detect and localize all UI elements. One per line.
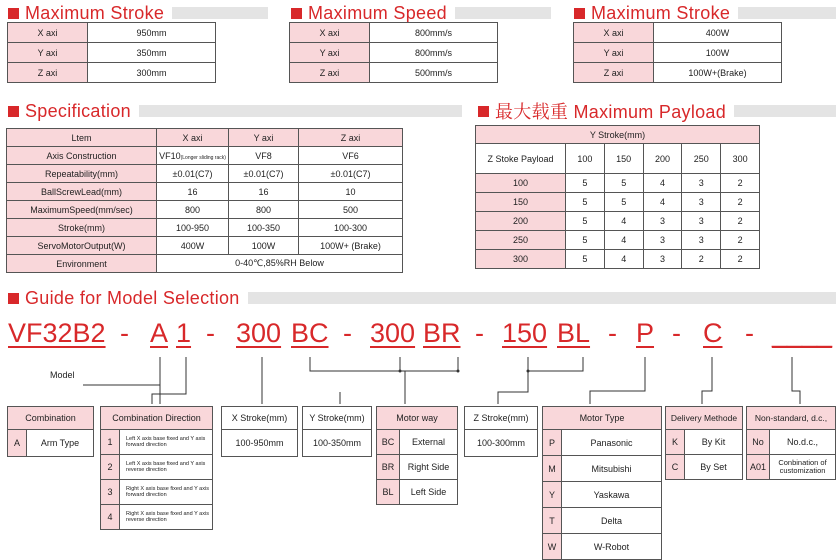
payload-cell: 4 (604, 212, 643, 231)
option-desc: External (411, 437, 446, 447)
option-desc: Conbination of customization (778, 458, 827, 475)
box-title: Motor way (377, 407, 457, 430)
payload-top-header: Y Stroke(mm) (476, 126, 760, 144)
axis-label: X axi (290, 23, 370, 43)
option-desc: Left Side (410, 487, 447, 497)
dash: - (672, 318, 681, 348)
nonstandard-box (746, 406, 836, 480)
section-title: Specification (25, 101, 139, 122)
dash: - (120, 318, 129, 348)
option-desc: Left X axis base fixed and Y axis reverse direction (126, 460, 206, 473)
option-code: 2 (101, 455, 120, 479)
axis-label: Y axi (290, 43, 370, 63)
payload-col: 150 (604, 144, 643, 174)
spec-cell: ±0.01(C7) (299, 165, 403, 183)
payload-cell: 4 (604, 231, 643, 250)
spec-header-x: X axi (157, 129, 229, 147)
option-code: A01 (747, 455, 770, 479)
spec-env-value: 0-40℃,85%RH Below (157, 255, 403, 273)
spec-row-label: Stroke(mm) (7, 219, 157, 237)
spec-cell: 100W (229, 237, 299, 255)
option-code: W (543, 534, 562, 559)
axis-value: 950mm (88, 23, 216, 43)
axis-value: 350mm (88, 43, 216, 63)
axis-value: 800mm/s (370, 23, 498, 43)
direction-box (100, 406, 213, 530)
option-desc: Arm Type (40, 438, 80, 448)
payload-cell: 2 (721, 174, 760, 193)
option-code: No (747, 430, 770, 454)
payload-cell: 5 (566, 250, 605, 269)
axis-value: 500mm/s (370, 63, 498, 83)
option-code: K (666, 430, 685, 454)
spec-header-z: Z axi (299, 129, 403, 147)
spec-header-item: Ltem (7, 129, 157, 147)
spec-cell: 100-300 (299, 219, 403, 237)
y-motor-way-code: BR (423, 318, 461, 348)
delivery-box (665, 406, 743, 480)
payload-col: 250 (682, 144, 721, 174)
section-title: 最大载重 Maximum Payload (495, 98, 734, 124)
option-code: M (543, 456, 562, 481)
payload-row-z: 300 (476, 250, 566, 269)
dash: - (745, 318, 754, 348)
option-code: P (543, 430, 562, 455)
axis-label: Z axi (574, 63, 654, 83)
option-desc: Right X axis base fixed and Y axis reverse direction (126, 510, 209, 523)
x-motor-way-code: BC (291, 318, 329, 348)
payload-cell: 4 (643, 174, 682, 193)
payload-cell: 2 (721, 250, 760, 269)
dash: - (206, 318, 215, 348)
payload-cell: 4 (643, 193, 682, 212)
dash: - (343, 318, 352, 348)
option-desc: Right X axis base fixed and Y axis forward direction (126, 485, 209, 498)
payload-cell: 3 (643, 231, 682, 250)
payload-corner: Z Stoke Payload (476, 144, 566, 174)
z-stroke-code: 150 (502, 318, 548, 348)
spec-cell: 400W (157, 237, 229, 255)
box-value: 100-300mm (476, 438, 526, 448)
x-stroke-box (221, 406, 298, 457)
box-title: Non-standard, d.c., (747, 407, 835, 430)
axis-label: X axi (574, 23, 654, 43)
spec-cell: 800 (229, 201, 299, 219)
delivery-code: C (703, 318, 723, 348)
spec-cell: 100-350 (229, 219, 299, 237)
option-desc: Delta (600, 515, 622, 526)
spec-cell: VF8 (229, 147, 299, 165)
option-code: BL (377, 480, 400, 504)
section-title: Maximum Speed (308, 3, 455, 24)
model-base: VF32B2 (8, 318, 106, 348)
option-code: 1 (101, 430, 120, 454)
motor-type-code: P (636, 318, 655, 348)
option-code: Y (543, 482, 562, 507)
box-title: Combination Direction (101, 407, 212, 430)
spec-header-y: Y axi (229, 129, 299, 147)
section-title: Guide for Model Selection (25, 288, 248, 309)
payload-cell: 3 (682, 193, 721, 212)
option-desc: Mitsubishi (591, 463, 632, 474)
spec-row-label: Axis Construction (7, 147, 157, 165)
payload-cell: 3 (682, 212, 721, 231)
payload-cell: 3 (643, 212, 682, 231)
option-desc: By Set (700, 462, 727, 472)
spec-cell: 100W+ (Brake) (299, 237, 403, 255)
axis-value: 800mm/s (370, 43, 498, 63)
option-code: A (8, 430, 27, 456)
payload-cell: 3 (682, 174, 721, 193)
payload-cell: 3 (643, 250, 682, 269)
spec-cell: 800 (157, 201, 229, 219)
dash: - (475, 318, 484, 348)
z-motor-way-code: BL (557, 318, 591, 348)
option-desc: No.d.c., (786, 437, 818, 447)
option-code: T (543, 508, 562, 533)
section-title: Maximum Stroke (591, 3, 738, 24)
payload-cell: 5 (566, 212, 605, 231)
axis-value: 100W (654, 43, 782, 63)
spec-row-label: Repeatability(mm) (7, 165, 157, 183)
payload-cell: 2 (682, 250, 721, 269)
option-code: C (666, 455, 685, 479)
axis-value: 100W+(Brake) (654, 63, 782, 83)
payload-cell: 5 (566, 174, 605, 193)
option-desc: Yaskawa (593, 489, 630, 500)
payload-cell: 5 (566, 193, 605, 212)
payload-col: 200 (643, 144, 682, 174)
payload-row-z: 150 (476, 193, 566, 212)
axis-label: Z axi (8, 63, 88, 83)
payload-cell: 5 (604, 174, 643, 193)
option-desc: Right Side (407, 462, 450, 472)
spec-cell-value: VF10 (159, 150, 181, 161)
spec-cell: 500 (299, 201, 403, 219)
option-desc: Panasonic (590, 437, 633, 448)
axis-label: Y axi (574, 43, 654, 63)
spec-cell-note: (Longer sliding rack) (180, 154, 226, 161)
spec-row-label: ServoMotorOutput(W) (7, 237, 157, 255)
payload-row-z: 250 (476, 231, 566, 250)
spec-row-label: MaximumSpeed(mm/sec) (7, 201, 157, 219)
combination-box (7, 406, 94, 457)
y-stroke-code: 300 (370, 318, 416, 348)
payload-cell: 5 (604, 193, 643, 212)
x-stroke-code: 300 (236, 318, 282, 348)
payload-cell: 2 (721, 193, 760, 212)
z-stroke-box (464, 406, 538, 457)
axis-label: Y axi (8, 43, 88, 63)
spec-cell: 16 (229, 183, 299, 201)
payload-row-z: 200 (476, 212, 566, 231)
option-desc: By Kit (701, 437, 726, 447)
spec-row-label: BallScrewLead(mm) (7, 183, 157, 201)
spec-cell: 100-950 (157, 219, 229, 237)
box-title: Combination (8, 407, 93, 430)
payload-col: 300 (721, 144, 760, 174)
payload-row-z: 100 (476, 174, 566, 193)
box-title: X Stroke(mm) (222, 407, 297, 430)
spec-cell: ±0.01(C7) (157, 165, 229, 183)
model-label: Model (50, 370, 75, 380)
box-title: Delivery Methode (666, 407, 742, 430)
dash: - (608, 318, 617, 348)
motor-type-box (542, 406, 662, 560)
axis-value: 400W (654, 23, 782, 43)
spec-cell: ±0.01(C7) (229, 165, 299, 183)
payload-cell: 2 (721, 212, 760, 231)
motor-way-box (376, 406, 458, 505)
spec-cell: VF6 (299, 147, 403, 165)
box-title: Y Stroke(mm) (303, 407, 371, 430)
option-desc: Left X axis base fixed and Y axis forward direction (126, 435, 206, 448)
direction-code: 1 (176, 318, 192, 348)
box-title: Z Stroke(mm) (465, 407, 537, 430)
axis-label: Z axi (290, 63, 370, 83)
payload-cell: 3 (682, 231, 721, 250)
y-stroke-box (302, 406, 372, 457)
payload-cell: 4 (604, 250, 643, 269)
option-desc: W-Robot (593, 541, 630, 552)
box-title: Motor Type (543, 407, 661, 430)
combination-code: A (150, 318, 169, 348)
option-code: BC (377, 430, 400, 454)
box-value: 100-350mm (312, 438, 362, 448)
axis-label: X axi (8, 23, 88, 43)
nonstandard-code: ____ (772, 318, 833, 348)
option-code: 3 (101, 480, 120, 504)
payload-cell: 5 (566, 231, 605, 250)
payload-cell: 2 (721, 231, 760, 250)
axis-value: 300mm (88, 63, 216, 83)
spec-row-label: Environment (7, 255, 157, 273)
box-value: 100-950mm (235, 438, 284, 448)
section-title: Maximum Stroke (25, 3, 172, 24)
option-code: BR (377, 455, 400, 479)
spec-cell: 10 (299, 183, 403, 201)
payload-col: 100 (566, 144, 605, 174)
option-code: 4 (101, 505, 120, 529)
spec-cell: 16 (157, 183, 229, 201)
